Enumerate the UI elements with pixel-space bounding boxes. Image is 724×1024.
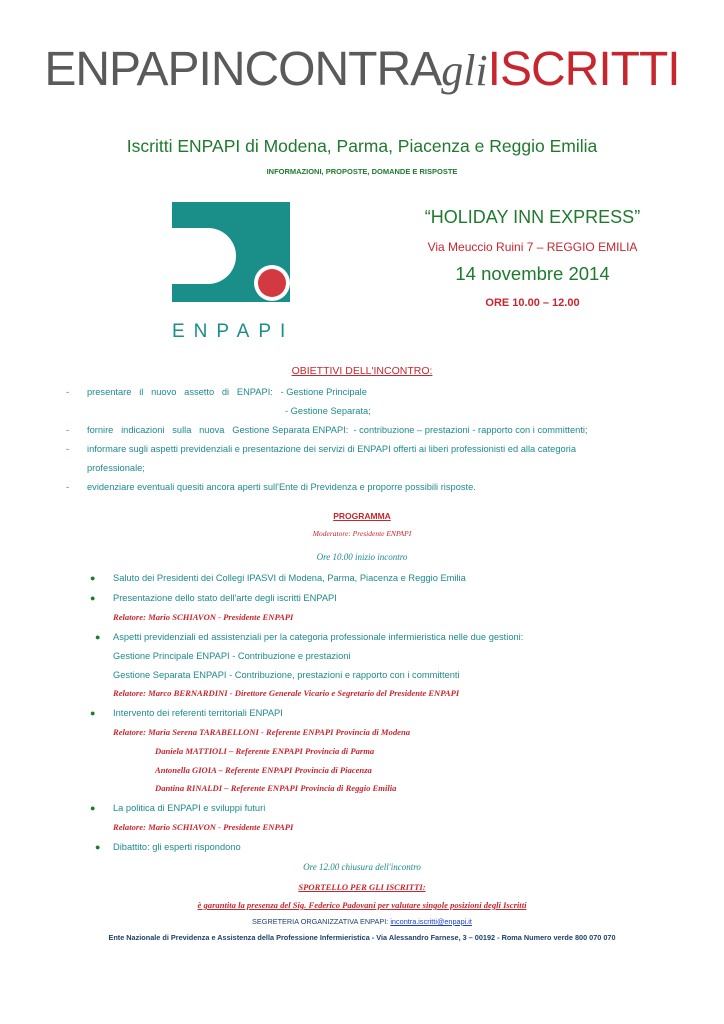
program-item: Dibattito: gli esperti rispondono — [113, 842, 241, 852]
page-title: Iscritti ENPAPI di Modena, Parma, Piacenza e Reggio Emilia — [126, 136, 598, 156]
moderator: Moderatore: Presidente ENPAPI — [312, 529, 412, 538]
speaker: Antonella GIOIA – Referente ENPAPI Provincia di Piacenza — [155, 765, 372, 775]
guarantee-text: è garantita la presenza del Sig. Federico Padovani per valutare singole posizioni degli Iscritti — [197, 900, 527, 910]
list-dash: - — [66, 387, 70, 397]
enpapi-logo-mark — [172, 202, 292, 342]
banner-iscritti: ISCRITTI — [487, 43, 680, 96]
objective-item: informare sugli aspetti previdenziali e presentazione dei servizi di ENPAPI offerti ai liberi professionisti ed alla categoria — [87, 444, 577, 454]
objectives-title: OBIETTIVI DELL'INCONTRO: — [291, 365, 433, 377]
event-time: ORE 10.00 – 12.00 — [485, 297, 580, 309]
objective-item: evidenziare eventuali quesiti ancora aperti sull'Ente di Previdenza e proporre possibili risposte. — [87, 482, 476, 492]
programma-title: PROGRAMMA — [333, 511, 391, 521]
logo-text: ENPAPI — [172, 321, 292, 342]
speaker: Relatore: Mario SCHIAVON - Presidente ENPAPI — [113, 612, 294, 622]
event-date: 14 novembre 2014 — [455, 263, 610, 284]
bullet-icon: ● — [90, 593, 96, 603]
speaker: Relatore: Maria Serena TARABELLONI - Referente ENPAPI Provincia di Modena — [113, 727, 411, 737]
bullet-icon: ● — [95, 842, 101, 852]
list-dash: - — [66, 482, 70, 492]
event-address: Via Meuccio Ruini 7 – REGGIO EMILIA — [427, 240, 638, 254]
program-item: Presentazione dello stato dell'arte degli iscritti ENPAPI — [113, 593, 337, 603]
sportello-title: SPORTELLO PER GLI ISCRITTI: — [298, 882, 426, 892]
program-item: Aspetti previdenziali ed assistenziali per la categoria professionale infermieristica nelle due gestioni: — [113, 632, 524, 642]
bullet-icon: ● — [90, 573, 96, 583]
speaker: Dantina RINALDI – Referente ENPAPI Provincia di Reggio Emilia — [155, 783, 397, 793]
program-item: Saluto dei Presidenti dei Collegi IPASVI di Modena, Parma, Piacenza e Reggio Emilia — [113, 573, 466, 583]
secretariat-email-link[interactable]: incontra.iscritti@enpapi.it — [390, 917, 472, 926]
secretariat-label: SEGRETERIA ORGANIZZATIVA ENPAPI: — [252, 917, 389, 926]
program-item: Gestione Principale ENPAPI - Contribuzione e prestazioni — [113, 651, 351, 661]
event-banner — [0, 42, 724, 99]
bullet-icon: ● — [95, 632, 101, 642]
banner-gli: gli — [441, 46, 488, 95]
speaker: Daniela MATTIOLI – Referente ENPAPI Provincia di Parma — [155, 746, 375, 756]
speaker: Relatore: Mario SCHIAVON - Presidente ENPAPI — [113, 822, 294, 832]
enpapi-logo — [172, 202, 292, 342]
list-dash: - — [66, 444, 70, 454]
page-subtitle: INFORMAZIONI, PROPOSTE, DOMANDE E RISPOSTE — [266, 167, 458, 176]
objective-item: presentare il nuovo assetto di ENPAPI: - Gestione Principale — [87, 387, 367, 397]
bullet-icon: ● — [90, 708, 96, 718]
program-item: Intervento dei referenti territoriali ENPAPI — [113, 708, 283, 718]
start-time: Ore 10.00 inizio incontro — [316, 552, 408, 562]
event-venue: “HOLIDAY INN EXPRESS” — [424, 207, 641, 227]
banner-incontra: INCONTRA — [198, 43, 442, 96]
end-time: Ore 12.00 chiusura dell'incontro — [303, 862, 421, 872]
program-item: Gestione Separata ENPAPI - Contribuzione, prestazioni e rapporto con i committenti — [113, 670, 460, 680]
objective-item: - Gestione Separata; — [285, 406, 371, 416]
footer: Ente Nazionale di Previdenza e Assistenza della Professione Infermieristica - Via Alessandro Farnese, 3 – 00192 - Roma Numero verde 800 070 070 — [108, 933, 616, 942]
secretariat — [0, 917, 724, 926]
objective-item: fornire indicazioni sulla nuova Gestione Separata ENPAPI: - contribuzione – prestazioni - rapporto con i committenti; — [87, 425, 588, 435]
bullet-icon: ● — [90, 803, 96, 813]
objective-item: professionale; — [87, 463, 145, 473]
speaker: Relatore: Marco BERNARDINI - Direttore Generale Vicario e Segretario del Presidente ENPAPI — [113, 688, 460, 698]
program-item: La politica di ENPAPI e sviluppi futuri — [113, 803, 266, 813]
banner-enpap: ENPAP — [44, 43, 199, 96]
list-dash: - — [66, 425, 70, 435]
